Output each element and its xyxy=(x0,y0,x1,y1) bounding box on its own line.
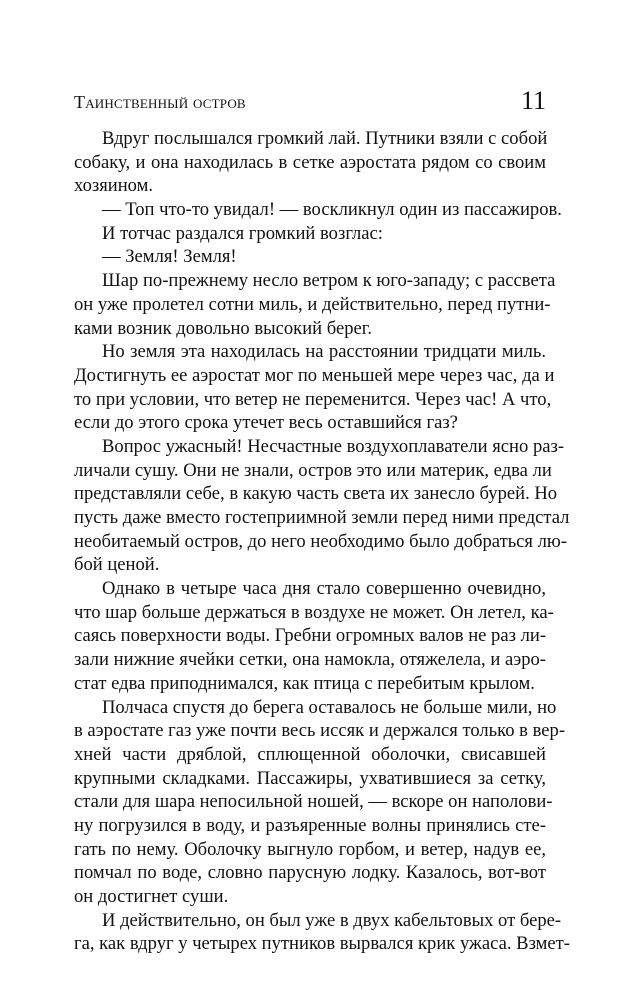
text-line: ками возник довольно высокий берег. xyxy=(74,317,372,339)
text-line: помчал по воде, словно парусную лодку. Казалось, вот-вот xyxy=(74,862,546,884)
text-line: Вопрос ужасный! Несчастные воздухоплаватели ясно раз- xyxy=(102,435,565,457)
running-title: Таинственный остров xyxy=(74,92,246,112)
text-line: гать по нему. Оболочку выгнуло горбом, и ветер, надув ее, xyxy=(74,838,546,860)
text-line: Достигнуть ее аэростат мог по меньшей мере через час, да и xyxy=(74,364,555,386)
text-line: бой ценой. xyxy=(74,554,160,576)
text-line: в аэростате газ уже почти весь иссяк и держался только в вер- xyxy=(74,720,566,742)
page-number: 11 xyxy=(520,86,546,115)
text-line: представляли себе, в какую часть света их занесло бурей. Но xyxy=(74,483,558,505)
page-header xyxy=(74,86,546,118)
text-line: зали нижние ячейки сетки, она намокла, отяжелела, и аэро- xyxy=(74,649,546,671)
text-line: личали сушу. Они не знали, остров это или материк, едва ли xyxy=(74,459,552,481)
text-line: если до этого срока утечет весь оставшийся газ? xyxy=(74,412,458,434)
body-text xyxy=(74,127,570,956)
text-line: он достигнет суши. xyxy=(74,886,229,907)
text-line: необитаемый остров, до него необходимо было добраться лю- xyxy=(74,530,567,552)
text-line: ну погрузился в воду, и разъяренные волны принялись сте- xyxy=(74,814,546,836)
text-line: стат едва приподнимался, как птица с перебитым крылом. xyxy=(74,672,535,694)
text-line: пусть даже вместо гостеприимной земли перед ними предстал xyxy=(74,507,570,528)
text-line: саясь поверхности воды. Гребни огромных валов не раз ли- xyxy=(74,625,547,647)
text-line: стали для шара непосильной ношей, — вскоре он наполови- xyxy=(74,791,553,813)
text-line: крупными складками. Пассажиры, ухватившиеся за сетку, xyxy=(74,767,546,789)
text-line: хней части дряблой, сплющенной оболочки, свисавшей xyxy=(74,743,546,765)
text-line: он уже пролетел сотни миль, и действительно, перед путни- xyxy=(74,293,551,315)
text-line: хозяином. xyxy=(74,175,154,197)
text-line: Шар по-прежнему несло ветром к юго-западу; с рассвета xyxy=(102,270,556,292)
text-line: что шар больше держаться в воздухе не может. Он летел, ка- xyxy=(74,601,554,623)
text-line: — Земля! Земля! xyxy=(102,246,237,268)
text-line: Но земля эта находилась на расстоянии тридцати миль. xyxy=(102,341,546,363)
text-line: И действительно, он был уже в двух кабельтовых от бере- xyxy=(102,909,562,931)
text-line: Вдруг послышался громкий лай. Путники взяли с собой xyxy=(102,128,548,149)
text-line: Полчаса спустя до берега оставалось не больше мили, но xyxy=(102,696,557,718)
text-line: И тотчас раздался громкий возглас: xyxy=(102,222,383,244)
text-line: — Топ что-то увидал! — воскликнул один из пассажиров. xyxy=(102,199,562,221)
text-line: то при условии, что ветер не переменится. Через час! А что, xyxy=(74,388,552,410)
text-line: собаку, и она находилась в сетке аэростата рядом со своим xyxy=(74,151,546,173)
text-line: Однако в четыре часа дня стало совершенно очевидно, xyxy=(102,578,546,600)
text-line: га, как вдруг у четырех путников вырвался крик ужаса. Взмет- xyxy=(74,933,570,955)
